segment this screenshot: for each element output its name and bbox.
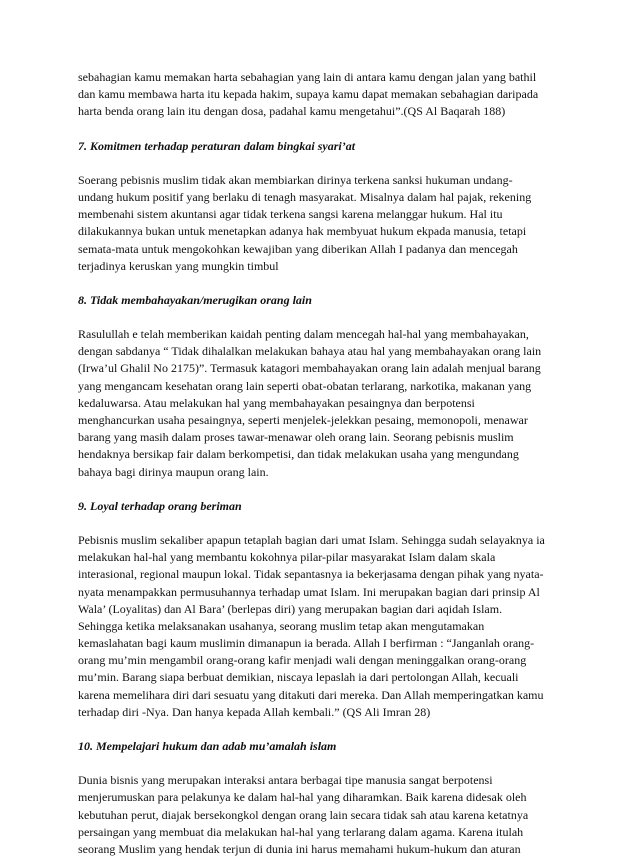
text-line: kebutuhan perut, diajak bersekongkol dengan orang lain secara tidak sah atau karena ketatnya xyxy=(78,807,529,822)
text-line: terhadap diri -Nya. Dan hanya kepada Allah kembali.” (QS Ali Imran 28) xyxy=(78,704,431,719)
section-paragraph-8 xyxy=(78,326,564,481)
text-line: Soerang pebisnis muslim tidak akan membiarkan dirinya terkena sanksi hukuman undang- xyxy=(78,172,513,187)
text-line: seorang Muslim yang hendak terjun di dunia ini harus memahami hukum-hukum dan aturan xyxy=(78,841,521,856)
text-line: dan kamu membawa harta itu kepada hakim, supaya kamu dapat memakan sebahagian daripada xyxy=(78,87,539,102)
text-line: harta benda orang lain itu dengan dosa, padahal kamu mengetahui”.(QS Al Baqarah 188) xyxy=(78,104,506,119)
text-line: Rasulullah e telah memberikan kaidah penting dalam mencegah hal-hal yang membahayakan, xyxy=(78,327,529,342)
text-line: yang mengancam kesehatan orang lain seperti obat-obatan terlarang, narkotika, makanan yang xyxy=(78,378,532,393)
text-line: dengan sabdanya “ Tidak dihalalkan melakukan bahaya atau hal yang membahayakan orang lain xyxy=(78,344,542,359)
text-line: barang yang masih dalam proses tawar-menawar oleh orang lain. Seorang pebisnis muslim xyxy=(78,430,514,445)
text-line: interasional, regional maupun lokal. Tidak sepantasnya ia bekerjasama dengan pihak yang nyata- xyxy=(78,567,544,582)
text-line: undang hukum positif yang berlaku di tenagh masyarakat. Misalnya dalam hal pajak, rekening xyxy=(78,189,532,204)
text-line: mu’min. Barang siapa berbuat demikian, niscaya lepaslah ia dari pertolongan Allah, kecuali xyxy=(78,670,519,685)
text-line: kedaluwarsa. Atau melakukan hal yang membahayakan pesaingnya dan berpotensi xyxy=(78,395,475,410)
document-body xyxy=(78,69,564,858)
text-line: terjadinya keruskan yang mungkin timbul xyxy=(78,258,279,273)
text-line: persaingan yang membuat dia melakukan hal-hal yang terlarang dalam agama. Karena itulah xyxy=(78,824,524,839)
text-line: kemaslahatan bagi kaum muslimin dimanapun ia berada. Allah I berfirman : “Janganlah orang- xyxy=(78,636,535,651)
text-line: bahaya bagi dirinya maupun orang lain. xyxy=(78,464,269,479)
text-line: semata-mata untuk mengokohkan kewajiban yang diberikan Allah I padanya dan mencegah xyxy=(78,241,518,256)
section-heading-7: 7. Komitmen terhadap peraturan dalam bingkai syari’at xyxy=(78,138,356,153)
text-line: Sehingga ketika melaksanakan usahanya, seorang muslim tetap akan mengutamakan xyxy=(78,618,485,633)
text-line: nyata menampakkan permusuhannya terhadap umat Islam. Ini merupakan bagian dari prinsip Al xyxy=(78,584,540,599)
text-line: sebahagian kamu memakan harta sebahagian yang lain di antara kamu dengan jalan yang bathil xyxy=(78,70,537,84)
section-paragraph-7 xyxy=(78,172,564,275)
text-line: karena memelihara diri dari sesuatu yang ditakuti dari mereka. Dan Allah memperingatkan kamu xyxy=(78,687,544,702)
text-line: Dunia bisnis yang merupakan interaksi antara berbagai tipe manusia sangat berpotensi xyxy=(78,773,493,788)
text-line: Pebisnis muslim sekaliber apapun tetaplah bagian dari umat Islam. Sehingga sudah selayaknya ia xyxy=(78,532,545,547)
text-line: membenahi sistem akuntansi agar tidak terkena sangsi karena melanggar hukum. Hal itu xyxy=(78,207,503,222)
section-heading-10: 10. Mempelajari hukum dan adab mu’amalah islam xyxy=(78,739,337,753)
text-line: orang mu’min mengambil orang-orang kafir menjadi wali dengan meninggalkan orang-orang xyxy=(78,653,527,668)
text-line: menjerumuskan para pelakunya ke dalam hal-hal yang diharamkan. Baik karena didesak oleh xyxy=(78,790,527,805)
text-line: (Irwa’ul Ghalil No 2175)”. Termasuk katagori membahayakan orang lain adalah menjual barang xyxy=(78,361,541,376)
section-heading-9: 9. Loyal terhadap orang beriman xyxy=(78,498,242,513)
text-line: Wala’ (Loyalitas) dan Al Bara’ (berlepas diri) yang merupakan bagian dari aqidah Islam. xyxy=(78,601,503,616)
text-line: menghancurkan usaha pesaingnya, seperti menjelek-jelekkan pesaing, memonopoli, menawar xyxy=(78,413,528,427)
text-line: dilakukannya bukan untuk menetapkan adanya hak membyuat hukum ekpada manusia, tetapi xyxy=(78,224,527,239)
text-line: melakukan hal-hal yang membantu kokohnya pilar-pilar masyarakat Islam dalam skala xyxy=(78,550,496,565)
section-paragraph-10 xyxy=(78,772,564,858)
text-line: hendaknya bersikap fair dalam berkompetisi, dan tidak melakukan usaha yang mengundang xyxy=(78,447,519,462)
section-paragraph-9 xyxy=(78,532,564,721)
intro-paragraph xyxy=(78,69,564,121)
section-heading-8: 8. Tidak membahayakan/merugikan orang lain xyxy=(78,292,312,307)
